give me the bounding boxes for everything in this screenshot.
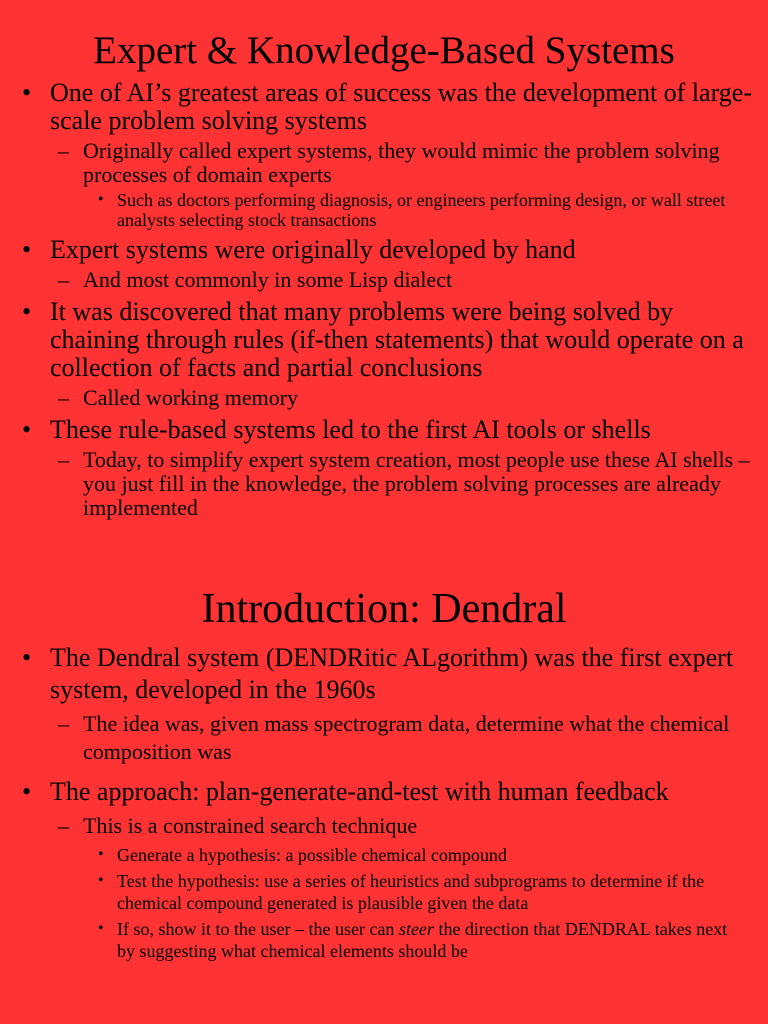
list-item <box>0 642 768 706</box>
bullet-icon: • <box>98 872 104 890</box>
bullet-list <box>0 79 768 520</box>
list-item <box>0 870 768 914</box>
list-item-text: The approach: plan-generate-and-test with human feedback <box>50 777 669 807</box>
list-item-text: The idea was, given mass spectrogram data, determine what the chemical composition was <box>83 711 730 765</box>
list-item-text: Called working memory <box>83 384 299 410</box>
bullet-icon: • <box>22 296 32 326</box>
dash-icon: – <box>58 711 69 737</box>
slide-title: Expert & Knowledge-Based Systems <box>93 29 675 72</box>
list-item-text: Such as doctors performing diagnosis, or engineers performing design, or wall street analysts selecting stock transactions <box>117 189 726 230</box>
list-item <box>0 776 768 808</box>
bullet-list <box>0 642 768 962</box>
bullet-icon: • <box>22 777 32 807</box>
list-item-text: Today, to simplify expert system creation, most people use these AI shells – you just fill in the knowledge, the problem solving processes are already implemented <box>83 446 750 520</box>
list-item <box>0 298 768 382</box>
slide-title: Introduction: Dendral <box>201 586 567 632</box>
list-item <box>0 386 768 410</box>
list-item-text: And most commonly in some Lisp dialect <box>83 266 453 292</box>
list-item-text: This is a constrained search technique <box>83 813 418 839</box>
list-item-text: Generate a hypothesis: a possible chemical compound <box>117 845 507 866</box>
list-item-text: It was discovered that many problems were being solved by chaining through rules (if-then statements) that would operate on a collection of facts and partial conclusions <box>50 296 744 382</box>
bullet-icon: • <box>22 643 32 673</box>
list-item-text: The Dendral system (DENDRitic ALgorithm) was the first expert system, developed in the 1960s <box>50 643 734 705</box>
dash-icon: – <box>58 137 69 163</box>
list-item-text-part: the direction that DENDRAL takes next by suggesting what chemical elements should be <box>117 919 728 962</box>
list-item <box>0 268 768 292</box>
list-item <box>0 844 768 866</box>
slide-expert-systems <box>0 30 768 520</box>
dash-icon: – <box>58 813 69 839</box>
list-item-text-part: If so, show it to the user – the user can <box>117 919 399 940</box>
list-item-text: One of AI’s greatest areas of success was the development of large-scale problem solving systems <box>50 77 752 135</box>
bullet-icon: • <box>22 77 32 107</box>
list-item <box>0 416 768 444</box>
bullet-icon: • <box>22 234 32 264</box>
list-item <box>0 812 768 840</box>
list-item <box>0 918 768 962</box>
list-item-text: Test the hypothesis: use a series of heuristics and subprograms to determine if the chemical compound generated is plausible given the data <box>117 871 705 914</box>
emphasis-text: steer <box>398 919 434 940</box>
dash-icon: – <box>58 384 69 410</box>
bullet-icon: • <box>98 846 104 864</box>
dash-icon: – <box>58 446 69 472</box>
list-item-text <box>117 919 727 961</box>
list-item-text: Expert systems were originally developed by hand <box>50 234 576 264</box>
bullet-icon: • <box>22 414 32 444</box>
dash-icon: – <box>58 266 69 292</box>
slide-dendral <box>0 586 768 962</box>
list-item <box>0 710 768 766</box>
list-item-text: These rule-based systems led to the first AI tools or shells <box>50 414 651 444</box>
bullet-icon: • <box>98 190 104 208</box>
list-item-text: Originally called expert systems, they would mimic the problem solving processes of domain experts <box>83 137 720 187</box>
list-item <box>0 79 768 135</box>
list-item <box>0 139 768 187</box>
list-item <box>0 190 768 230</box>
list-item <box>0 448 768 520</box>
list-item <box>0 236 768 264</box>
bullet-icon: • <box>98 920 104 938</box>
